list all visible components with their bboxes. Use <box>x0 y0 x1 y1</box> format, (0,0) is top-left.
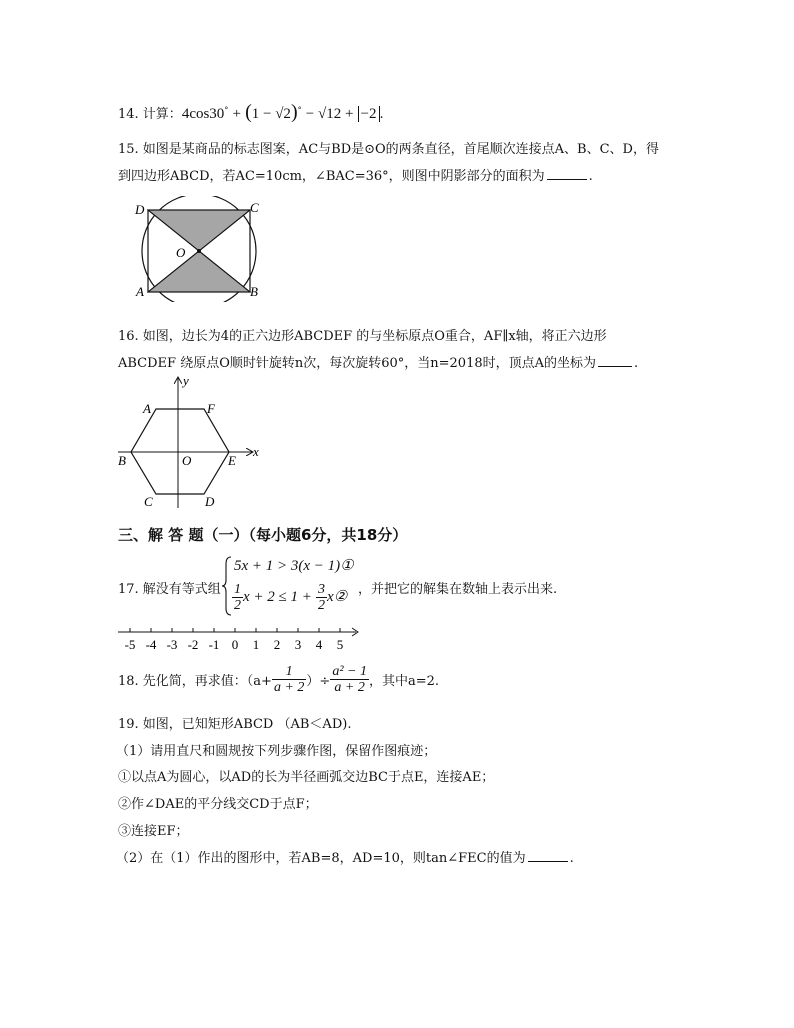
label-c: C <box>250 200 259 215</box>
q16-line2: ABCDEF 绕原点O顺时针旋转n次，每次旋转60°，当n=2018时，顶点A的坐标为 <box>118 356 597 371</box>
q14-expr-a: 4cos30 <box>181 106 225 122</box>
q14-expr-b: + <box>232 106 241 122</box>
tick-label: 0 <box>231 637 239 652</box>
tick-label: 4 <box>315 637 323 652</box>
q17-label: 17. 解没有等式组 <box>118 582 221 597</box>
q14-expr-c: 1 − √2 <box>251 106 291 122</box>
number-line <box>116 624 366 656</box>
q18-frac1: $\frac{1}{a + 2}$ <box>273 664 305 695</box>
q19-end: . <box>569 851 574 866</box>
label-x: x <box>253 444 259 459</box>
q17-ineq1: 5x + 1 > 3(x − 1)① <box>234 558 354 574</box>
q18-label: 18. 先化简，再求值：（a+ <box>118 674 272 689</box>
q14-expr-d: − √12 + <box>305 106 354 122</box>
label-d: D <box>135 202 145 217</box>
label-e: E <box>228 453 236 468</box>
q19-line6: （2）在（1）作出的图形中，若AB=8，AD=10，则tan∠FEC的值为 <box>116 851 526 866</box>
question-14: 14. 计算：4cos30° + (1 − √2)° − √12 + −2 . <box>118 101 384 123</box>
q19-line3: ①以点A为圆心，以AD的长为半径画弧交边BC于点E，连接AE； <box>118 770 495 785</box>
q15-line2: 到四边形ABCD，若AC=10cm，∠BAC=36°，则图中阴影部分的面积为 <box>118 169 545 184</box>
q17-tail: ，并把它的解集在数轴上表示出来. <box>358 582 558 597</box>
tick-label: -4 <box>145 637 157 652</box>
question-17 <box>118 554 718 618</box>
q14-expr-e: −2 <box>358 106 380 122</box>
tick-label: -2 <box>187 637 199 652</box>
label-c: C <box>144 494 153 509</box>
q16-line1: 16. 如图，边长为4的正六边形ABCDEF 的与坐标原点O重合，AF∥x轴，将正六边形 <box>118 329 607 344</box>
q19-line4: ②作∠DAE的平分线交CD于点F； <box>118 797 318 812</box>
q19-line6-wrap <box>116 847 574 866</box>
shaded-triangle-top <box>148 210 250 251</box>
label-d: D <box>205 494 215 509</box>
system-brace <box>222 556 232 616</box>
q16-answer-blank <box>598 354 632 367</box>
q19-line2: （1）请用直尺和圆规按下列步骤作图，保留作图痕迹； <box>116 744 437 759</box>
q14-label: 14. 计算： <box>118 107 182 122</box>
q18-mid: ）÷ <box>306 674 331 689</box>
q18-frac2: $\frac{\text{a² − 1}}{a + 2}$ <box>332 664 367 695</box>
tick-label: 3 <box>294 637 302 652</box>
tick-label: -3 <box>166 637 178 652</box>
label-a: A <box>136 284 144 299</box>
q15-line2-wrap <box>118 165 593 184</box>
q14-end: . <box>379 107 384 122</box>
q15-end: . <box>588 169 593 184</box>
shaded-triangle-bottom <box>148 251 250 292</box>
label-b: B <box>250 284 258 299</box>
q19-answer-blank <box>528 849 568 862</box>
q18-tail: ，其中a=2. <box>368 674 440 689</box>
q16-end: . <box>634 356 639 371</box>
q15-answer-blank <box>547 167 587 180</box>
q17-ineq2-a: x + 2 ≤ 1 + <box>243 589 312 605</box>
q16-hexagon-figure <box>112 372 272 512</box>
label-o: O <box>176 245 186 260</box>
tick-label: 5 <box>336 637 344 652</box>
label-y: y <box>183 373 189 388</box>
q16-line2-wrap <box>118 352 638 371</box>
q15-circle-figure <box>130 196 270 302</box>
tick-label: -1 <box>208 637 220 652</box>
label-b: B <box>118 453 126 468</box>
q19-line1: 19. 如图，已知矩形ABCD （AB＜AD). <box>118 717 352 732</box>
label-a: A <box>143 401 151 416</box>
tick-label: -5 <box>124 637 136 652</box>
q17-ineq2 <box>232 582 347 613</box>
q17-ineq2-b: x② <box>327 589 348 605</box>
label-o: O <box>182 453 192 468</box>
tick-label: 2 <box>273 637 281 652</box>
q17-frac1: $\frac{1}{2}$ <box>234 582 241 613</box>
q17-frac2: $\frac{3}{2}$ <box>318 582 326 613</box>
label-f: F <box>207 401 215 416</box>
question-18 <box>118 664 439 704</box>
section-heading: 三、解 答 题（一）（每小题6分，共18分） <box>118 526 408 544</box>
q15-line1: 15. 如图是某商品的标志图案，AC与BD是⊙O的两条直径，首尾顺次连接点A、B、C、D，得 <box>118 142 659 157</box>
tick-label: 1 <box>252 637 260 652</box>
q19-line5: ③连接EF； <box>118 824 189 839</box>
center-point <box>197 249 201 253</box>
